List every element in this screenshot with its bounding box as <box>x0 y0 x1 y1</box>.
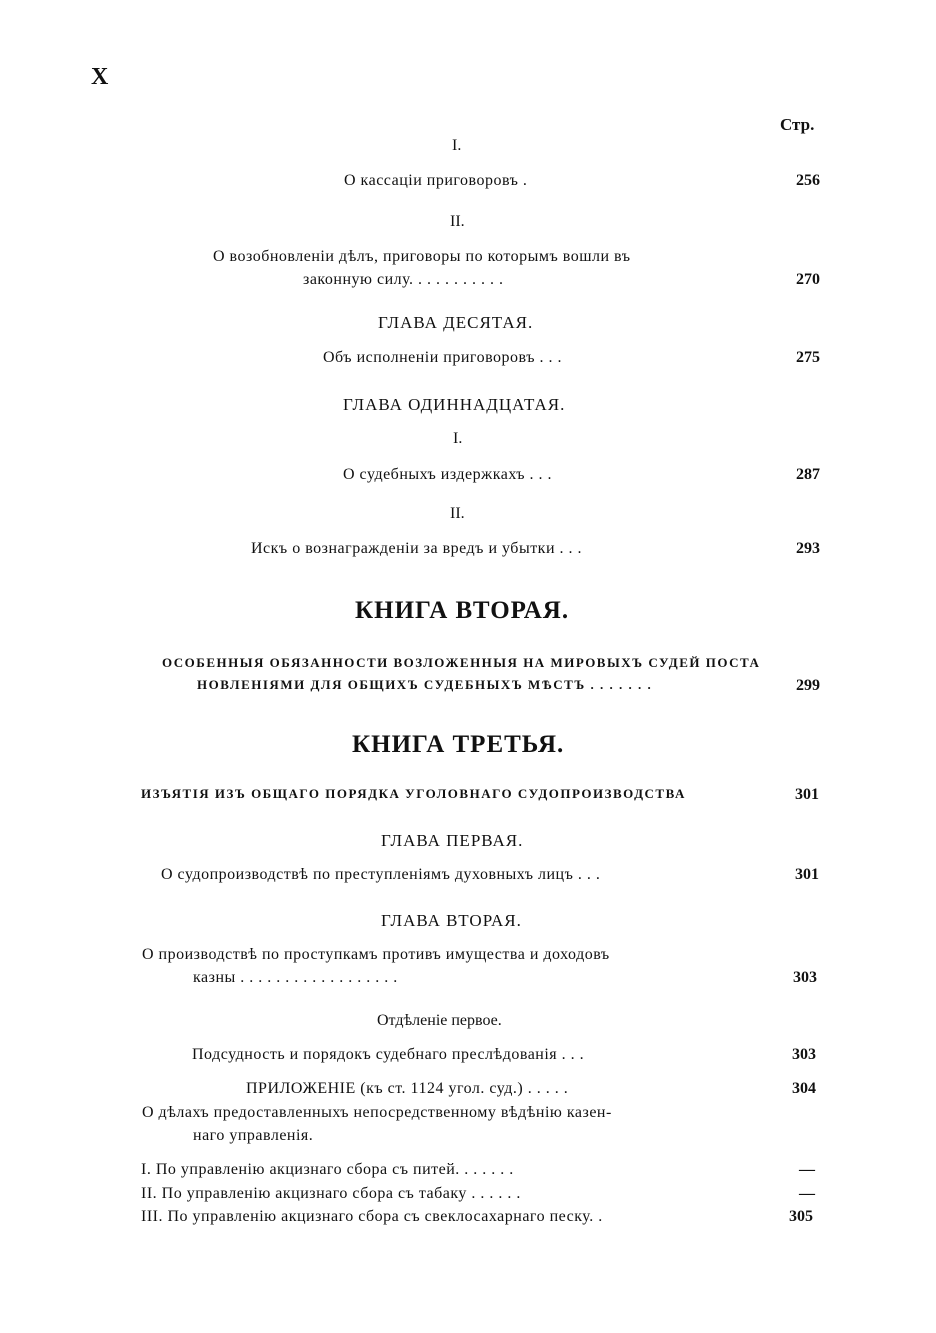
toc-entry-page: 299 <box>796 677 820 694</box>
toc-entry-title: О возобновленіи дѣлъ, приговоры по которымъ вошли въ <box>213 248 631 265</box>
toc-entry-title-cont: НОВЛЕНІЯМИ ДЛЯ ОБЩИХЪ СУДЕБНЫХЪ МѢСТЪ . . . . . . . <box>197 677 653 692</box>
toc-entry-title: О кассаціи приговоровъ . <box>344 172 528 189</box>
toc-entry-title: I. По управленію акцизнаго сбора съ питей. . . . . . . <box>141 1161 514 1178</box>
toc-entry-title: ИЗЪЯТІЯ ИЗЪ ОБЩАГО ПОРЯДКА УГОЛОВНАГО СУДОПРОИЗВОДСТВА <box>141 786 686 801</box>
appendix-heading: ПРИЛОЖЕНІЕ (къ ст. 1124 угол. суд.) . . . . . <box>246 1080 569 1097</box>
toc-entry-page: 275 <box>796 349 820 366</box>
toc-entry-title: О дѣлахъ предоставленныхъ непосредственному вѣдѣнію казен- <box>142 1104 612 1121</box>
toc-entry-page: — <box>799 1185 815 1202</box>
toc-entry-page: 304 <box>792 1080 816 1097</box>
section-numeral: II. <box>450 505 465 522</box>
toc-entry-page: 303 <box>793 969 817 986</box>
toc-entry-page: 303 <box>792 1046 816 1063</box>
toc-entry-page: 270 <box>796 271 820 288</box>
book-heading: КНИГА ВТОРАЯ. <box>355 597 570 624</box>
toc-entry-title: III. По управленію акцизнаго сбора съ свеклосахарнаго песку. . <box>141 1208 603 1225</box>
toc-entry-title: Подсудность и порядокъ судебнаго преслѣдованія . . . <box>192 1046 585 1063</box>
toc-entry-page: 305 <box>789 1208 813 1225</box>
toc-entry-page: 256 <box>796 172 820 189</box>
chapter-heading: ГЛАВА ДЕСЯТАЯ. <box>378 313 534 332</box>
toc-entry-title: Объ исполненіи приговоровъ . . . <box>323 349 562 366</box>
toc-entry-page: — <box>799 1161 815 1178</box>
book-heading: КНИГА ТРЕТЬЯ. <box>352 731 565 758</box>
page-column-header: Стр. <box>780 115 815 134</box>
chapter-heading: ГЛАВА ВТОРАЯ. <box>381 911 522 930</box>
toc-entry-title: II. По управленію акцизнаго сбора съ табаку . . . . . . <box>141 1185 521 1202</box>
toc-entry-title-cont: законную силу. . . . . . . . . . . <box>303 271 504 288</box>
section-numeral: II. <box>450 213 465 230</box>
toc-entry-page: 287 <box>796 466 820 483</box>
toc-entry-title: Искъ о вознагражденіи за вредъ и убытки . . . <box>251 540 583 557</box>
toc-entry-page: 301 <box>795 866 819 883</box>
toc-entry-title: ОСОБЕННЫЯ ОБЯЗАННОСТИ ВОЗЛОЖЕННЫЯ НА МИРОВЫХЪ СУДЕЙ ПОСТА <box>162 655 761 670</box>
subsection-heading: Отдѣленіе первое. <box>377 1012 502 1029</box>
page-number: X <box>91 64 109 90</box>
toc-entry-title: О судопроизводствѣ по преступленіямъ духовныхъ лицъ . . . <box>161 866 601 883</box>
toc-entry-page: 301 <box>795 786 819 803</box>
chapter-heading: ГЛАВА ОДИННАДЦАТАЯ. <box>343 395 566 414</box>
toc-entry-title: О судебныхъ издержкахъ . . . <box>343 466 552 483</box>
toc-entry-page: 293 <box>796 540 820 557</box>
section-numeral: I. <box>453 430 463 447</box>
toc-entry-title-cont: наго управленія. <box>193 1127 314 1144</box>
toc-entry-title: О производствѣ по проступкамъ противъ имущества и доходовъ <box>142 946 610 963</box>
chapter-heading: ГЛАВА ПЕРВАЯ. <box>381 831 524 850</box>
toc-entry-title-cont: казны . . . . . . . . . . . . . . . . . . <box>193 969 398 986</box>
section-numeral: I. <box>452 137 462 154</box>
